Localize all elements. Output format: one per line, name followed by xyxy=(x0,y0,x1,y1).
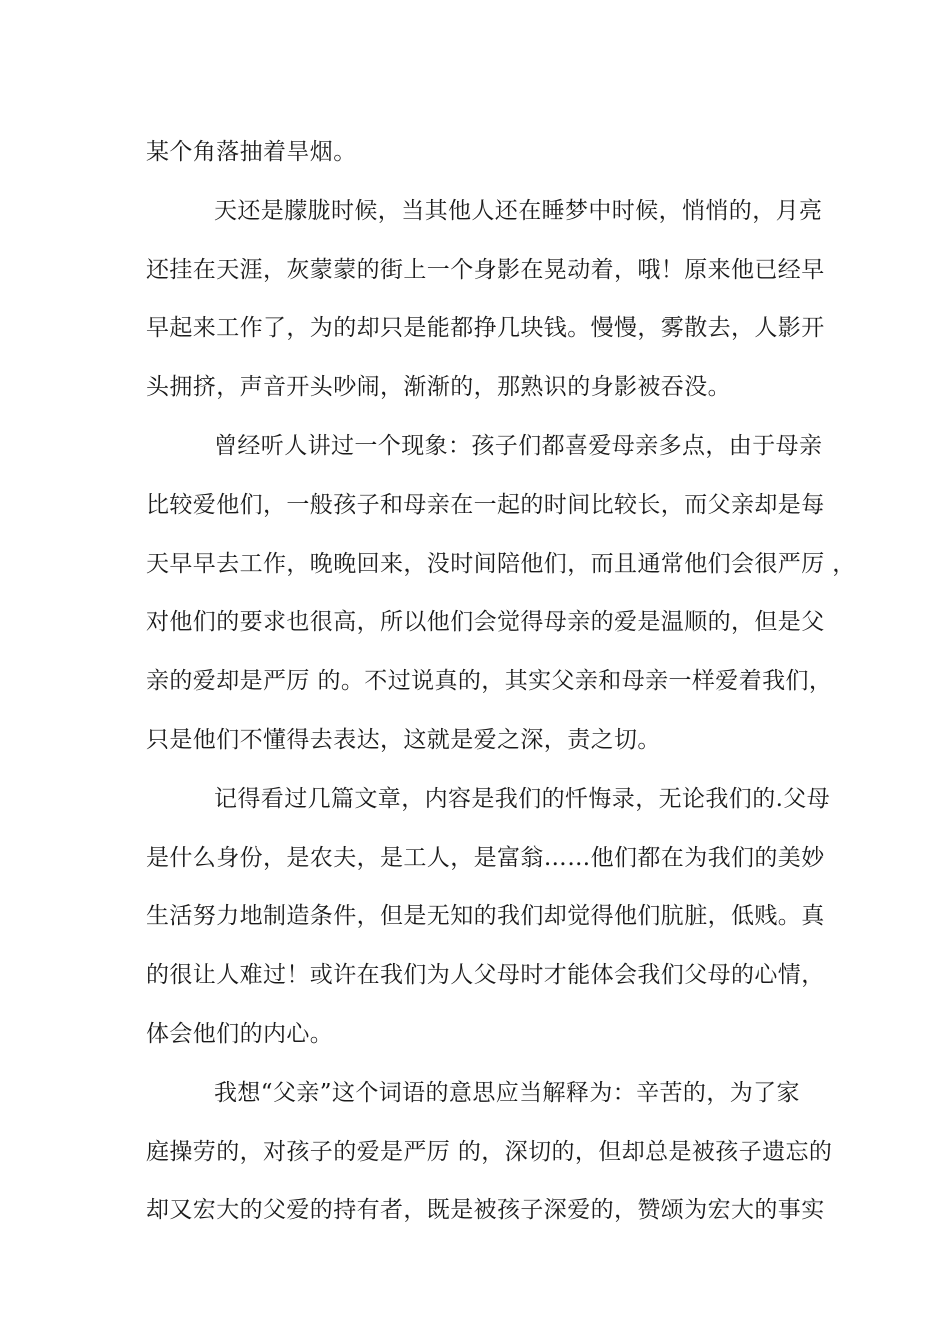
text-line: 还挂在天涯，灰蒙蒙的街上一个身影在晃动着，哦！原来他已经早 xyxy=(146,257,825,283)
text-line: 早起来工作了，为的却只是能都挣几块钱。慢慢，雾散去，人影开 xyxy=(146,315,825,341)
text-line: 某个角落抽着旱烟。 xyxy=(146,139,357,165)
text-line: 生活努力地制造条件，但是无知的我们却觉得他们肮脏，低贱。真 xyxy=(146,903,825,929)
paragraph-first-line: 我想“父亲”这个词语的意思应当解释为：辛苦的，为了家 xyxy=(214,1080,800,1106)
paragraph-first-line: 记得看过几篇文章，内容是我们的忏悔录，无论我们的.父母 xyxy=(214,786,831,812)
paragraph-first-line: 曾经听人讲过一个现象：孩子们都喜爱母亲多点，由于母亲 xyxy=(214,433,823,459)
text-line: 只是他们不懂得去表达，这就是爱之深，责之切。 xyxy=(146,727,661,753)
text-line: 庭操劳的，对孩子的爱是严厉 的，深切的，但却总是被孩子遗忘的 xyxy=(146,1139,833,1165)
text-line: 头拥挤，声音开头吵闹，渐渐的，那熟识的身影被吞没。 xyxy=(146,374,731,400)
text-line: 的很让人难过！或许在我们为人父母时才能体会我们父母的心情， xyxy=(146,962,825,988)
text-line: 却又宏大的父爱的持有者，既是被孩子深爱的，赞颂为宏大的事实 xyxy=(146,1197,825,1223)
text-line: 对他们的要求也很高，所以他们会觉得母亲的爱是温顺的，但是父 xyxy=(146,609,825,635)
paragraph-first-line: 天还是朦胧时候，当其他人还在睡梦中时候，悄悄的，月亮 xyxy=(214,198,823,224)
text-line: 亲的爱却是严厉 的。不过说真的，其实父亲和母亲一样爱着我们， xyxy=(146,668,833,694)
text-line: 比较爱他们，一般孩子和母亲在一起的时间比较长，而父亲却是每 xyxy=(146,492,825,518)
text-line: 体会他们的内心。 xyxy=(146,1021,334,1047)
text-line: 天早早去工作，晚晚回来，没时间陪他们，而且通常他们会很严厉 ， xyxy=(146,551,856,577)
text-line: 是什么身份，是农夫，是工人，是富翁……他们都在为我们的美妙 xyxy=(146,845,825,871)
